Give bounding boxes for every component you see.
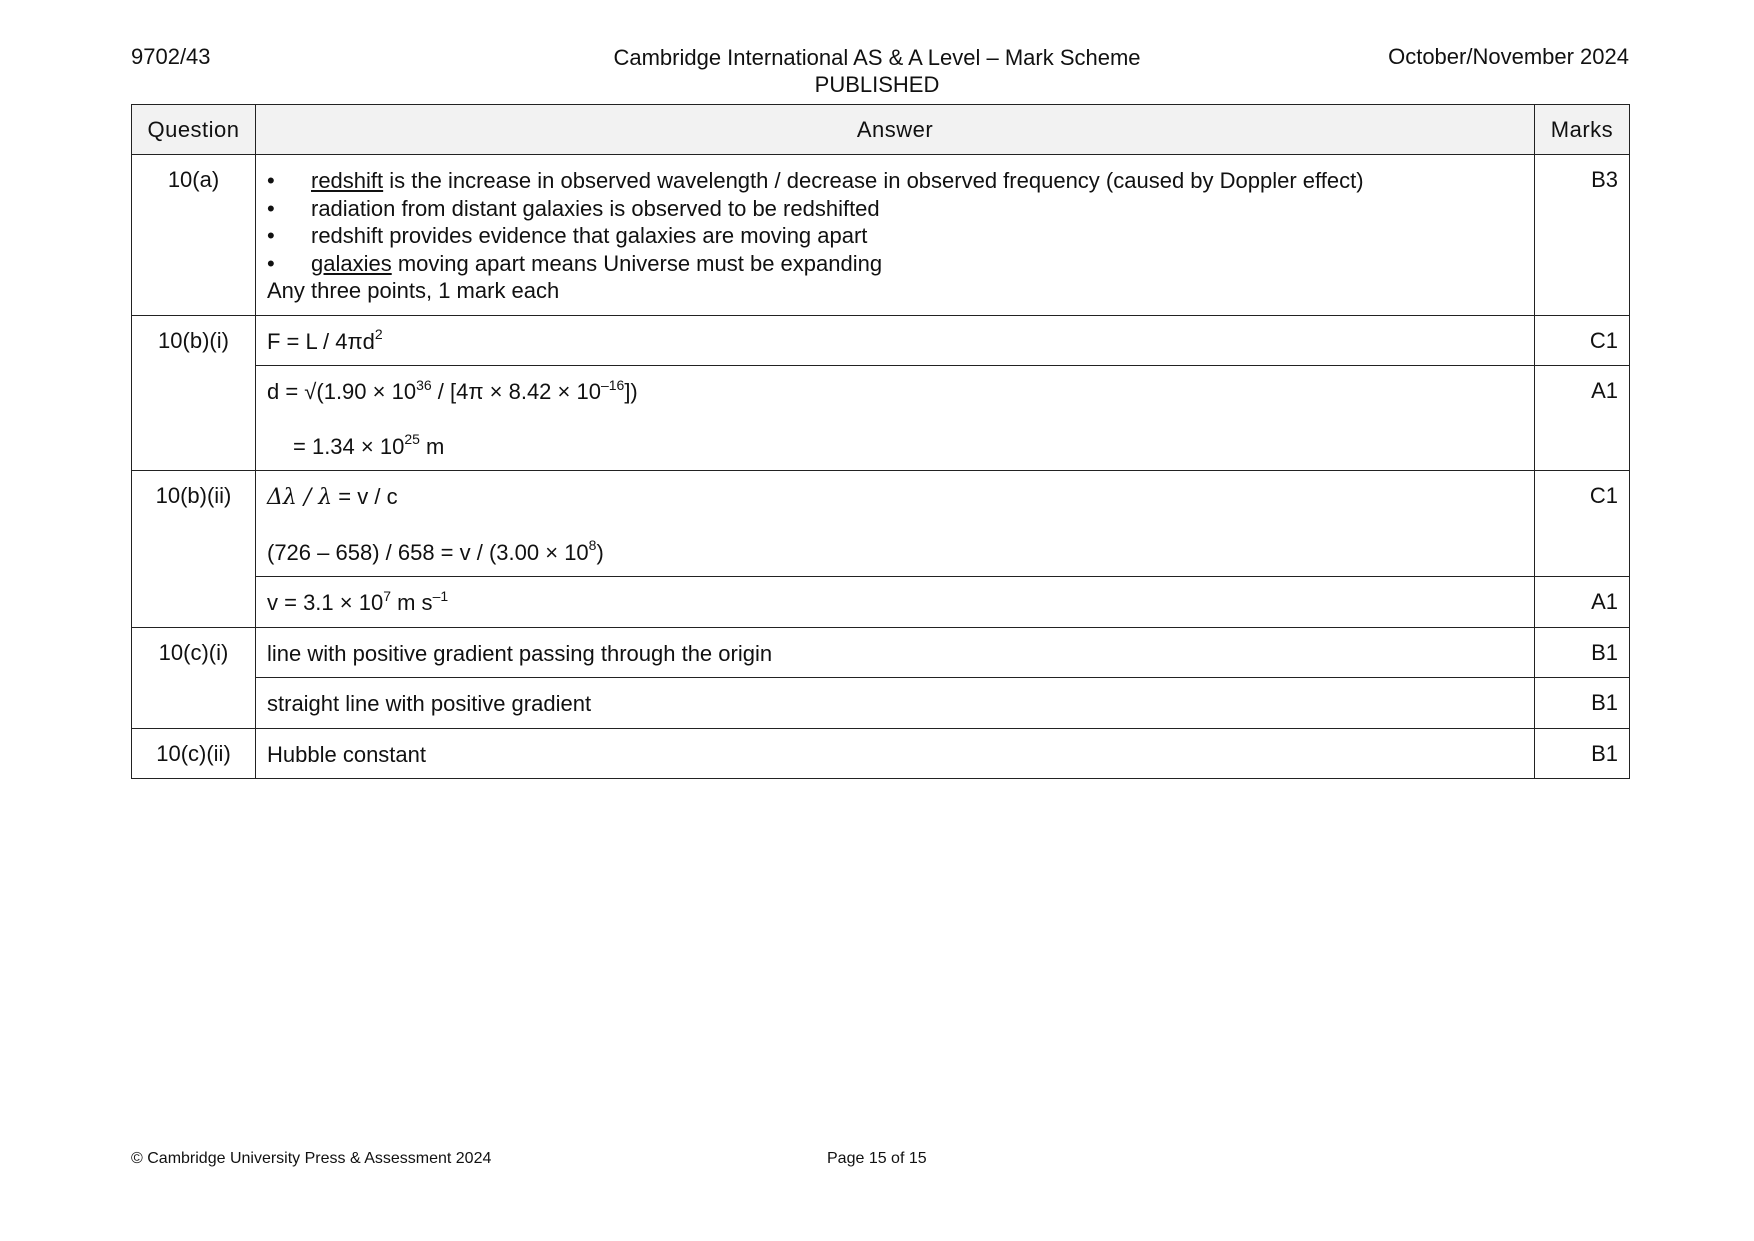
equation-text: m s <box>391 590 433 615</box>
question-number: 10(a) <box>132 155 256 316</box>
question-number: 10(b)(ii) <box>132 471 256 628</box>
equation-text: v = 3.1 × 10 <box>267 590 384 615</box>
paper-code: 9702/43 <box>131 44 211 69</box>
equation-text: ) <box>596 539 604 565</box>
equation-text: = 1.34 × 10 <box>293 433 405 459</box>
marks-cell: A1 <box>1535 366 1630 471</box>
marks-cell: C1 <box>1535 471 1630 577</box>
marks-cell: B1 <box>1535 728 1630 779</box>
equation-text: F = L / 4πd <box>267 328 375 354</box>
answer-cell <box>256 366 1535 471</box>
table-row-10bii-1 <box>132 471 1630 577</box>
copyright-notice: © Cambridge University Press & Assessment 2024 <box>131 1150 492 1167</box>
equation-text: / [4π × 8.42 × 10 <box>431 379 601 404</box>
table-row-10bi-1 <box>132 315 1630 366</box>
superscript: –16 <box>600 376 625 393</box>
answer-cell <box>256 155 1535 316</box>
column-header-answer: Answer <box>256 105 1535 155</box>
answer-cell: Hubble constant <box>256 728 1535 779</box>
page-number: Page 15 of 15 <box>827 1150 927 1167</box>
table-row-10bii-2 <box>132 577 1630 628</box>
equation-text: (726 – 658) / 658 = v / (3.00 × 10 <box>267 539 589 565</box>
superscript: 8 <box>588 537 597 554</box>
bullet-point: • redshift provides evidence that galaxies are moving apart <box>267 223 868 248</box>
superscript: 7 <box>383 587 391 604</box>
bullet-text: radiation from distant galaxies is observed to be redshifted <box>311 195 880 221</box>
marks-cell: B1 <box>1535 627 1630 678</box>
answer-cell: straight line with positive gradient <box>256 678 1535 729</box>
published-label: PUBLISHED <box>814 72 940 97</box>
question-number: 10(c)(ii) <box>132 728 256 779</box>
question-number: 10(c)(i) <box>132 627 256 728</box>
equation-text: m <box>419 433 445 459</box>
answer-cell <box>256 471 1535 577</box>
table-row-10cii <box>132 728 1630 779</box>
question-number: 10(b)(i) <box>132 315 256 471</box>
marking-note: Any three points, 1 mark each <box>267 278 560 303</box>
marks-cell: B3 <box>1535 155 1630 316</box>
column-header-marks: Marks <box>1535 105 1630 155</box>
answer-cell <box>256 315 1535 366</box>
column-header-question: Question <box>132 105 256 155</box>
marks-cell: B1 <box>1535 678 1630 729</box>
bullet-text: is the increase in observed wavelength / decrease in observed frequency (caused by Doppler effect) <box>383 168 1364 193</box>
table-row-10ci-1 <box>132 627 1630 678</box>
mark-scheme-table <box>131 104 1630 779</box>
equation-line <box>267 483 1523 512</box>
table-row-10a <box>132 155 1630 316</box>
underlined-keyword: redshift <box>311 168 384 193</box>
equation-text: ]) <box>624 379 638 404</box>
marks-cell: C1 <box>1535 315 1630 366</box>
bullet-point: • galaxies moving apart means Universe must be expanding <box>267 250 883 276</box>
bullet-text: moving apart means Universe must be expanding <box>391 250 883 276</box>
exam-session: October/November 2024 <box>1388 44 1629 69</box>
table-row-10bi-2 <box>132 366 1630 471</box>
title-line: Cambridge International AS & A Level – Mark Scheme <box>613 45 1141 70</box>
answer-cell <box>256 577 1535 628</box>
calculation-line <box>267 378 1523 406</box>
greek-symbols: Δλ / λ <box>267 485 333 510</box>
superscript: 25 <box>404 431 420 448</box>
superscript: 36 <box>416 376 432 393</box>
equation-text: d = √(1.90 × 10 <box>267 379 417 404</box>
table-row-10ci-2 <box>132 678 1630 729</box>
bullet-text: redshift provides evidence that galaxies are moving apart <box>311 223 868 248</box>
bullet-point: • radiation from distant galaxies is observed to be redshifted <box>267 195 880 221</box>
calculation-line <box>267 539 1523 567</box>
document-title <box>477 44 1277 98</box>
answer-cell: line with positive gradient passing through the origin <box>256 627 1535 678</box>
marks-cell: A1 <box>1535 577 1630 628</box>
superscript: 2 <box>374 326 383 343</box>
result-line <box>267 433 1523 461</box>
underlined-keyword: galaxies <box>311 250 392 276</box>
table-header-row <box>132 105 1630 155</box>
equation-text: = v / c <box>332 484 398 509</box>
bullet-point: • redshift is the increase in observed wavelength / decrease in observed frequency (caused by Doppler effect) <box>267 168 1364 193</box>
superscript: –1 <box>432 587 449 604</box>
